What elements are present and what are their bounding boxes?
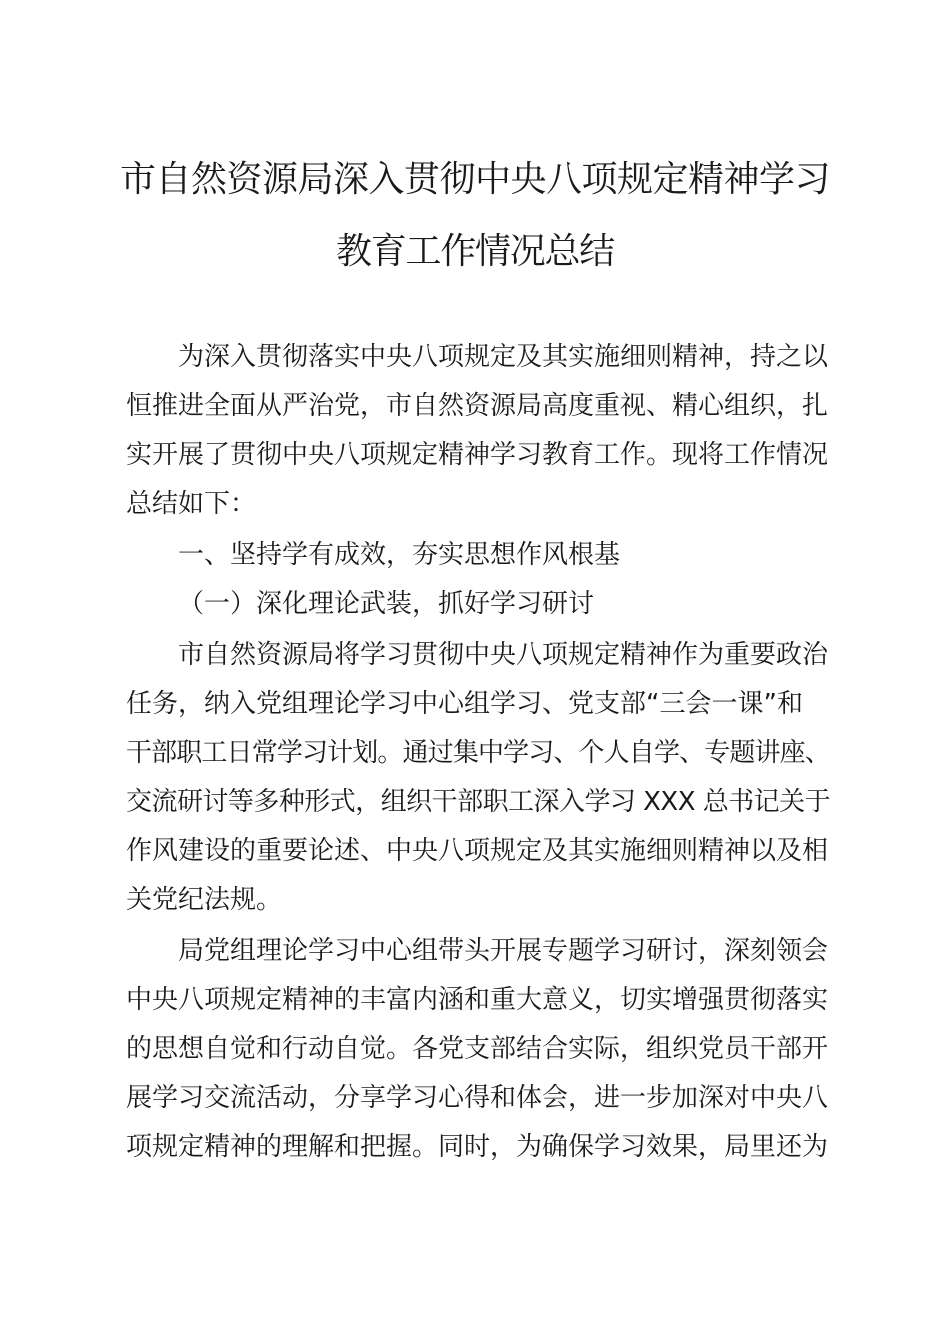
section-heading: 一、坚持学有成效，夯实思想作风根基 xyxy=(178,540,621,570)
paragraph-line: 干部职工日常学习计划。通过集中学习、个人自学、专题讲座、 xyxy=(126,738,830,768)
paragraph-line: 的思想自觉和行动自觉。各党支部结合实际，组织党员干部开 xyxy=(126,1034,829,1064)
paragraph-line: 作风建设的重要论述、中央八项规定及其实施细则精神以及相 xyxy=(126,836,829,866)
paragraph-line: 局党组理论学习中心组带头开展专题学习研讨，深刻领会 xyxy=(178,936,829,966)
paragraph-line: 总结如下： xyxy=(126,489,257,519)
paragraph-line: 实开展了贯彻中央八项规定精神学习教育工作。现将工作情况 xyxy=(126,440,829,470)
document-title-line-2: 教育工作情况总结 xyxy=(335,231,614,272)
paragraph-line: 任务，纳入党组理论学习中心组学习、党支部“三会一课”和 xyxy=(126,689,803,719)
paragraph-line: 展学习交流活动，分享学习心得和体会，进一步加深对中央八 xyxy=(126,1083,829,1113)
paragraph-line: 恒推进全面从严治党，市自然资源局高度重视、精心组织，扎 xyxy=(126,391,829,421)
paragraph-line: 项规定精神的理解和把握。同时，为确保学习效果，局里还为 xyxy=(126,1132,829,1162)
document-title-line-1: 市自然资源局深入贯彻中央八项规定精神学习 xyxy=(119,159,830,200)
paragraph-line: 为深入贯彻落实中央八项规定及其实施细则精神，持之以 xyxy=(178,342,829,372)
subsection-heading: （一）深化理论武装，抓好学习研讨 xyxy=(178,589,595,619)
paragraph-line: 中央八项规定精神的丰富内涵和重大意义，切实增强贯彻落实 xyxy=(126,985,829,1015)
paragraph-line: 市自然资源局将学习贯彻中央八项规定精神作为重要政治 xyxy=(178,640,829,670)
paragraph-line: 关党纪法规。 xyxy=(126,885,283,915)
paragraph-line: 交流研讨等多种形式，组织干部职工深入学习 XXX 总书记关于 xyxy=(126,787,831,817)
